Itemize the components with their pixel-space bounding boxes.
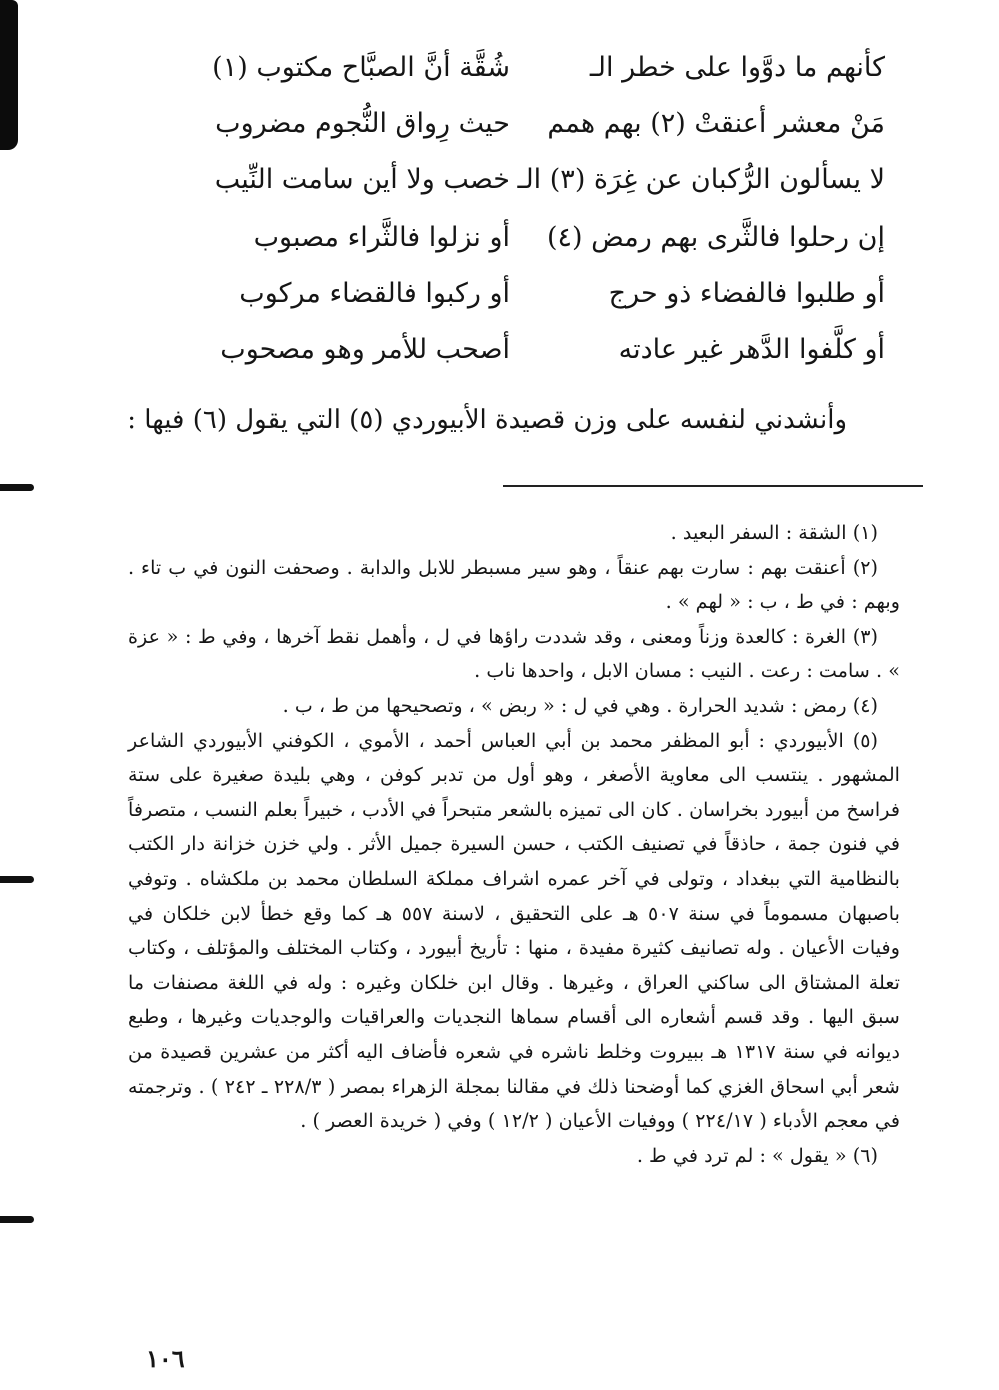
- footnote: (٢) أعنقت بهم : سارت بهم عنقاً ، وهو سير مسبطر للابل والدابة . وصحفت النون في ب تاء . وبهم : في ط ، ب : « لهم » .: [128, 555, 900, 614]
- footnote: (٣) الغرة : كالعدة وزناً ومعنى ، وقد شددت راؤها في ل ، وأهمل نقط آخرها ، وفي ط : « عزة » . سامت : رعت . النيب : مسان الابل ، واحدها ناب .: [128, 624, 900, 683]
- page-number: ١٠٦: [146, 1344, 185, 1373]
- footnote-separator: [503, 485, 923, 487]
- footnotes-section: [128, 516, 900, 1173]
- verse-line: [195, 40, 885, 96]
- verse-first-hemistich: إن رحلوا فالثَّرى بهم رمض (٤): [546, 222, 885, 253]
- verse-second-hemistich: شُقَّة أنَّ الصبَّاح مكتوب (١): [212, 52, 510, 83]
- margin-mark: [0, 484, 34, 491]
- verse-second-hemistich: أصحب للأمر وهو مصحوب: [220, 334, 510, 365]
- verse-line: [195, 210, 885, 266]
- verse-line: [195, 152, 885, 208]
- footnote: (٥) الأبيوردي : أبو المظفر محمد بن أبي العباس أحمد ، الأموي ، الكوفني الأبيوردي الشاعر المشهور . ينتسب الى معاوية الأصغر ، وهو أول من تدبر كوفن ، وهي بليدة صغيرة على ستة فراسخ من أبيورد بخراسان . كان الى تميزه بالشعر متبحراً في الأدب ، خبيراً بعلم النسب ، متصرفاً في فنون جمة ، حاذقاً في تصنيف الكتب ، حسن السيرة جميل الأثر . ولي خزن خزانة دار الكتب بالنظامية التي ببغداد ، وتولى في آخر عمره اشراف مملكة السلطان محمد بن ملكشاه . وتوفي باصبهان مسموماً في سنة ٥٠٧ هـ على التحقيق ، لاسنة ٥٥٧ هـ كما وقع خطأ لابن خلكان في وفيات الأعيان . وله تصانيف كثيرة مفيدة ، منها : تأريخ أبيورد ، وكتاب المختلف والمؤتلف ، وكتاب تعلة المشتاق الى ساكني العراق ، وغيرها . وقال ابن خلكان وغيره : وله في اللغة مصنفات ما سبق اليها . وقد قسم أشعاره الى أقسام سماها النجديات والعراقيات والوجديات وغيرها ، وطبع ديوانه في سنة ١٣١٧ هـ ببيروت وخلط ناشره في شعره فأضاف اليه أكثر من عشرين قصيدة من شعر أبي اسحاق الغزي كما أوضحنا ذلك في مقالنا بمجلة الزهراء بمصر ( ٢٢٨/٣ ـ ٢٤٢ ) . وترجمته في معجم الأدباء ( ٢٢٤/١٧ ) ووفيات الأعيان ( ١٢/٢ ) وفي ( خريدة العصر ) .: [128, 728, 900, 1133]
- prose-intro-line: وأنشدني لنفسه على وزن قصيدة الأبيوردي (٥) التي يقول (٦) فيها :: [127, 405, 847, 435]
- verse-first-hemistich: أو طلبوا فالفضاء ذو حرج: [608, 278, 885, 309]
- margin-mark: [0, 1216, 34, 1223]
- verse-first-hemistich: مَنْ معشر أعنقتْ (٢) بهم همم: [547, 108, 885, 139]
- verse-first-hemistich: لا يسألون الرُّكبان عن غِرَة (٣) الـ: [517, 164, 885, 195]
- margin-mark: [0, 876, 34, 883]
- verse-second-hemistich: خصب ولا أين سامت النِّيب: [214, 164, 510, 195]
- verse-first-hemistich: أو كلَّفوا الدَّهر غير عادته: [618, 334, 885, 365]
- verse-line: [195, 96, 885, 152]
- verse-second-hemistich: أو نزلوا فالثَّراء مصبوب: [253, 222, 510, 253]
- footnote: (٤) رمض : شديد الحرارة . وهي في ل : « ربض » ، وتصحيحها من ط ، ب .: [282, 693, 878, 717]
- verse-second-hemistich: أو ركبوا فالقضاء مركوب: [239, 278, 510, 309]
- verse-second-hemistich: حيث رِواق النُّجوم مضروب: [215, 108, 510, 139]
- footnote: (١) الشقة : السفر البعيد .: [670, 521, 878, 544]
- verse-first-hemistich: كأنهم ما دوَّوا على خطر الـ: [589, 52, 885, 83]
- verse-line: [195, 266, 885, 322]
- footnote: (٦) « يقول » : لم ترد في ط .: [636, 1143, 878, 1167]
- poem-block: [195, 40, 885, 380]
- verse-line: [195, 322, 885, 378]
- page-binding-shadow: [0, 0, 18, 150]
